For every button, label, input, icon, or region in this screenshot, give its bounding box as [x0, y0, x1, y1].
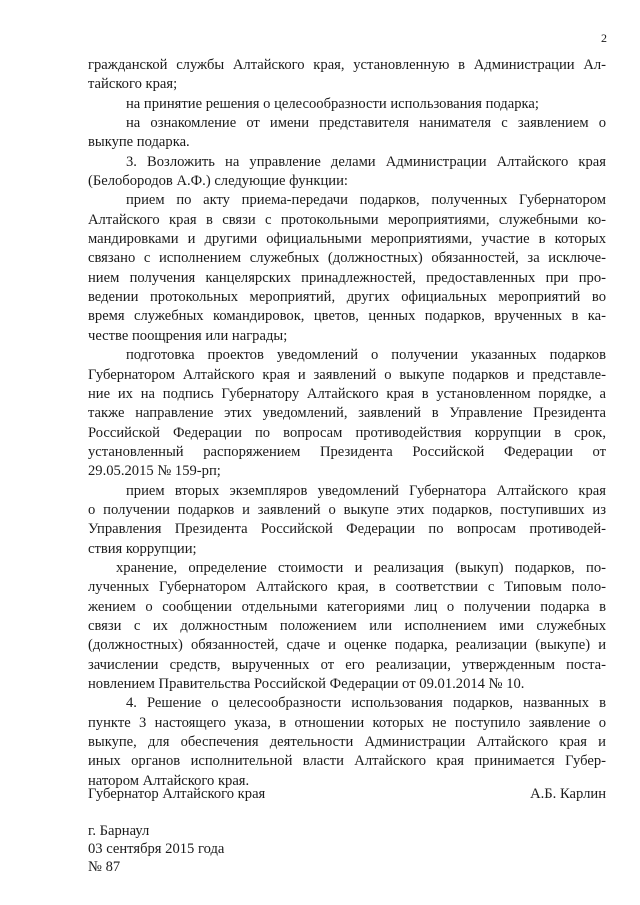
- text-line: также направление этих уведомлений, заявлений в Управление Президента: [88, 405, 606, 422]
- text-line: мандировками и другими официальными мероприятиями, участие в которых: [88, 231, 606, 248]
- text-line: (должностных) обязанностей, сдаче и оценке подарка, реализации (выкупе) и: [88, 637, 606, 654]
- signatory-name: А.Б. Карлин: [530, 786, 606, 802]
- text-line: лученных Губернатором Алтайского края, в соответствии с Типовым поло-: [88, 579, 606, 596]
- text-line: о получении подарков и заявлений о выкупе этих подарков, поступивших из: [88, 501, 606, 518]
- text-line: прием вторых экземпляров уведомлений Губернатора Алтайского края: [126, 482, 606, 499]
- text-line: на принятие решения о целесообразности использования подарка;: [126, 95, 539, 112]
- text-line: зачислении средств, вырученных от его реализации, утвержденным поста-: [88, 656, 606, 673]
- signature-block: [88, 786, 606, 806]
- text-line: 29.05.2015 № 159-рп;: [88, 463, 221, 480]
- text-line: тайского края;: [88, 76, 178, 93]
- text-line: пункте 3 настоящего указа, в отношении которых не поступило заявление о: [88, 714, 606, 731]
- text-line: натором Алтайского края.: [88, 772, 250, 789]
- text-line: прием по акту приема-передачи подарков, полученных Губернатором: [126, 192, 606, 209]
- text-line: Губернатором Алтайского края и заявлений о выкупе подарков и представле-: [88, 366, 606, 383]
- text-line: жением о сообщении отдельными категориями лиц о получении подарка в: [88, 598, 606, 615]
- text-line: честве поощрения или награды;: [88, 327, 288, 344]
- footer-date: 03 сентября 2015 года: [88, 841, 225, 857]
- page-number: 2: [601, 31, 607, 45]
- text-line: связи с их должностным положением или исполнением ими служебных: [88, 617, 606, 634]
- text-line: выкупе подарка.: [88, 134, 190, 151]
- text-line: Управления Президента Российской Федерации по вопросам противодей-: [88, 521, 606, 538]
- document-body: [88, 56, 606, 791]
- text-line: ние их на подпись Губернатору Алтайского края в установленном порядке, а: [88, 385, 606, 402]
- text-line: 4. Решение о целесообразности использования подарков, названных в: [126, 695, 606, 712]
- signatory-position: Губернатор Алтайского края: [88, 786, 266, 802]
- text-line: ствия коррупции;: [88, 540, 197, 557]
- text-line: 3. Возложить на управление делами Администрации Алтайского края: [126, 153, 606, 170]
- text-line: Российской Федерации по вопросам противодействия коррупции в срок,: [88, 424, 606, 441]
- text-line: ведении протокольных мероприятий, других официальных мероприятий во: [88, 289, 606, 306]
- text-line: новлением Правительства Российской Федерации от 09.01.2014 № 10.: [88, 676, 525, 692]
- footer-city: г. Барнаул: [88, 823, 150, 839]
- text-line: подготовка проектов уведомлений о получении указанных подарков: [126, 347, 606, 364]
- document-footer: [88, 822, 224, 876]
- text-line: установленный распоряжением Президента Российской Федерации от: [88, 443, 606, 460]
- text-line: (Белобородов А.Ф.) следующие функции:: [88, 173, 348, 190]
- text-line: гражданской службы Алтайского края, установленную в Администрации Ал-: [88, 57, 606, 73]
- text-line: нием получения канцелярских принадлежностей, предоставленных при про-: [88, 269, 606, 286]
- text-line: иных органов исполнительной власти Алтайского края принимается Губер-: [88, 753, 606, 770]
- footer-number: № 87: [88, 859, 121, 875]
- text-line: Алтайского края в связи с протокольными мероприятиями, служебными ко-: [88, 211, 606, 228]
- text-line: на ознакомление от имени представителя нанимателя с заявлением о: [126, 115, 606, 132]
- text-line: хранение, определение стоимости и реализация (выкуп) подарков, по-: [116, 559, 606, 576]
- text-line: время служебных командировок, цветов, ценных подарков, врученных в ка-: [88, 308, 606, 325]
- text-line: выкупе, для обеспечения деятельности Администрации Алтайского края и: [88, 734, 606, 751]
- text-line: связано с исполнением служебных (должностных) обязанностей, за исключе-: [88, 250, 606, 267]
